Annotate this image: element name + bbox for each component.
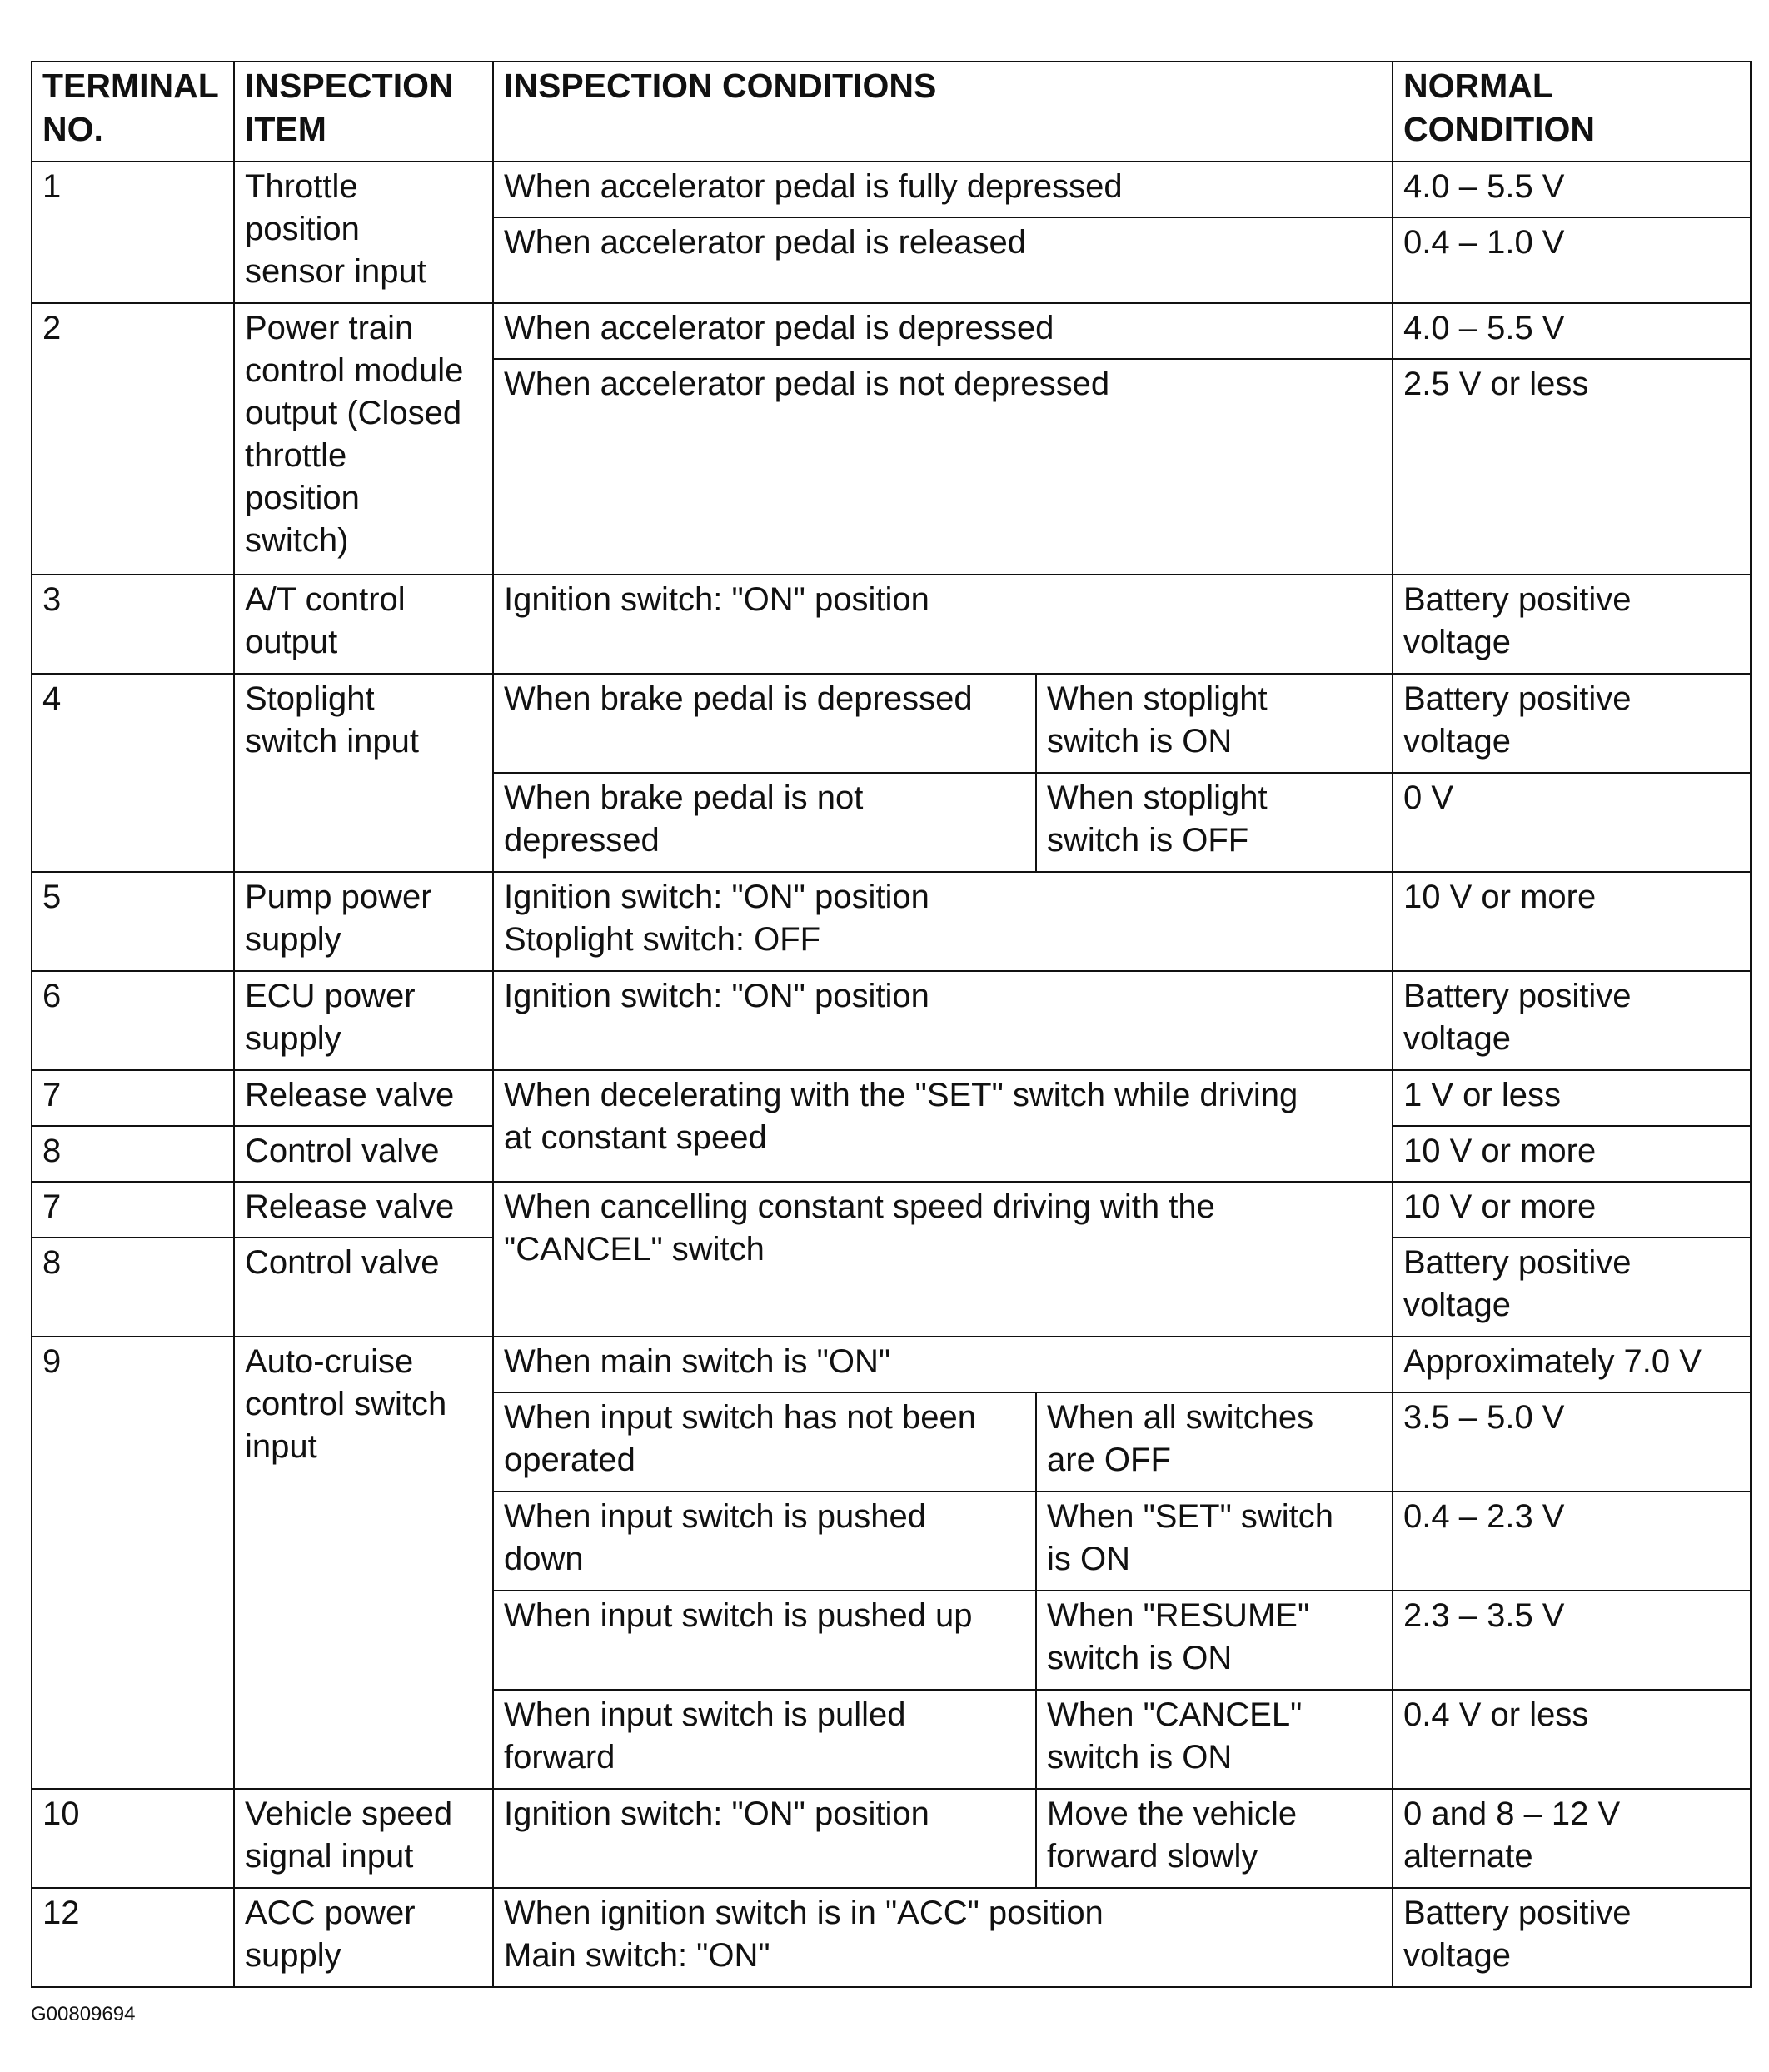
normal-condition-cell: Approximately 7.0 V <box>1393 1337 1751 1392</box>
terminal-no-cell: 9 <box>32 1337 234 1789</box>
normal-condition-cell: Battery positive voltage <box>1393 1888 1751 1987</box>
table-row <box>32 575 1751 674</box>
sub-condition-cell: When all switches are OFF <box>1036 1392 1393 1492</box>
condition-cell: When accelerator pedal is depressed <box>493 303 1393 359</box>
terminal-no-cell: 8 <box>32 1126 234 1182</box>
inspection-item-cell: Power train control module output (Closed throttle position switch) <box>234 303 493 575</box>
condition-cell: Ignition switch: "ON" position <box>493 1789 1036 1888</box>
normal-condition-cell: 10 V or more <box>1393 1126 1751 1182</box>
normal-condition-cell: 0 and 8 – 12 V alternate <box>1393 1789 1751 1888</box>
terminal-no-cell: 3 <box>32 575 234 674</box>
normal-condition-cell: 0 V <box>1393 773 1751 872</box>
inspection-item-cell: Release valve <box>234 1182 493 1238</box>
normal-condition-cell: 2.3 – 3.5 V <box>1393 1591 1751 1690</box>
normal-condition-cell: 1 V or less <box>1393 1070 1751 1126</box>
normal-condition-cell: Battery positive voltage <box>1393 1238 1751 1337</box>
table-row <box>32 303 1751 359</box>
sub-condition-cell: When "CANCEL" switch is ON <box>1036 1690 1393 1789</box>
terminal-no-cell: 2 <box>32 303 234 575</box>
table-row <box>32 1789 1751 1888</box>
condition-cell: When input switch is pushed up <box>493 1591 1036 1690</box>
terminal-no-cell: 8 <box>32 1238 234 1337</box>
sub-condition-cell: When stoplight switch is ON <box>1036 674 1393 773</box>
inspection-item-cell: Control valve <box>234 1126 493 1182</box>
header-terminal-no: TERMINAL NO. <box>32 62 234 162</box>
condition-cell: When main switch is "ON" <box>493 1337 1393 1392</box>
condition-cell: When ignition switch is in "ACC" position Main switch: "ON" <box>493 1888 1393 1987</box>
inspection-item-cell: ACC power supply <box>234 1888 493 1987</box>
inspection-item-cell: Pump power supply <box>234 872 493 971</box>
header-normal-condition: NORMAL CONDITION <box>1393 62 1751 162</box>
terminal-no-cell: 6 <box>32 971 234 1070</box>
header-row <box>32 62 1751 162</box>
inspection-item-cell: Control valve <box>234 1238 493 1337</box>
condition-cell: Ignition switch: "ON" position Stoplight switch: OFF <box>493 872 1393 971</box>
table-row <box>32 162 1751 217</box>
terminal-no-cell: 1 <box>32 162 234 303</box>
table-row <box>32 1888 1751 1987</box>
sub-condition-cell: Move the vehicle forward slowly <box>1036 1789 1393 1888</box>
figure-id-caption: G00809694 <box>31 2003 136 2025</box>
condition-cell: When brake pedal is depressed <box>493 674 1036 773</box>
normal-condition-cell: 0.4 – 1.0 V <box>1393 217 1751 303</box>
normal-condition-cell: Battery positive voltage <box>1393 674 1751 773</box>
terminal-no-cell: 7 <box>32 1070 234 1126</box>
inspection-item-cell: ECU power supply <box>234 971 493 1070</box>
condition-cell: When accelerator pedal is not depressed <box>493 359 1393 575</box>
condition-cell: When decelerating with the "SET" switch while driving at constant speed <box>493 1070 1393 1182</box>
normal-condition-cell: 3.5 – 5.0 V <box>1393 1392 1751 1492</box>
normal-condition-cell: 0.4 V or less <box>1393 1690 1751 1789</box>
terminal-no-cell: 5 <box>32 872 234 971</box>
table-row <box>32 1070 1751 1126</box>
table-row <box>32 1182 1751 1238</box>
condition-cell: When brake pedal is not depressed <box>493 773 1036 872</box>
inspection-item-cell: Throttle position sensor input <box>234 162 493 303</box>
inspection-item-cell: Auto-cruise control switch input <box>234 1337 493 1789</box>
condition-cell: When input switch is pushed down <box>493 1492 1036 1591</box>
inspection-item-cell: Stoplight switch input <box>234 674 493 872</box>
table-row <box>32 1337 1751 1392</box>
header-inspection-conditions: INSPECTION CONDITIONS <box>493 62 1393 162</box>
condition-cell: When cancelling constant speed driving with the "CANCEL" switch <box>493 1182 1393 1337</box>
condition-cell: When input switch is pulled forward <box>493 1690 1036 1789</box>
table-row <box>32 872 1751 971</box>
normal-condition-cell: 2.5 V or less <box>1393 359 1751 575</box>
condition-cell: When accelerator pedal is released <box>493 217 1393 303</box>
normal-condition-cell: 4.0 – 5.5 V <box>1393 162 1751 217</box>
condition-cell: Ignition switch: "ON" position <box>493 971 1393 1070</box>
normal-condition-cell: 0.4 – 2.3 V <box>1393 1492 1751 1591</box>
table-row <box>32 674 1751 773</box>
normal-condition-cell: Battery positive voltage <box>1393 575 1751 674</box>
table-row <box>32 971 1751 1070</box>
sub-condition-cell: When "SET" switch is ON <box>1036 1492 1393 1591</box>
terminal-inspection-table <box>31 61 1752 1988</box>
terminal-no-cell: 4 <box>32 674 234 872</box>
sub-condition-cell: When "RESUME" switch is ON <box>1036 1591 1393 1690</box>
sub-condition-cell: When stoplight switch is OFF <box>1036 773 1393 872</box>
normal-condition-cell: 10 V or more <box>1393 872 1751 971</box>
normal-condition-cell: 10 V or more <box>1393 1182 1751 1238</box>
terminal-no-cell: 7 <box>32 1182 234 1238</box>
inspection-item-cell: A/T control output <box>234 575 493 674</box>
normal-condition-cell: Battery positive voltage <box>1393 971 1751 1070</box>
condition-cell: Ignition switch: "ON" position <box>493 575 1393 674</box>
terminal-no-cell: 12 <box>32 1888 234 1987</box>
normal-condition-cell: 4.0 – 5.5 V <box>1393 303 1751 359</box>
inspection-item-cell: Vehicle speed signal input <box>234 1789 493 1888</box>
header-inspection-item: INSPECTION ITEM <box>234 62 493 162</box>
inspection-item-cell: Release valve <box>234 1070 493 1126</box>
condition-cell: When accelerator pedal is fully depressed <box>493 162 1393 217</box>
terminal-no-cell: 10 <box>32 1789 234 1888</box>
condition-cell: When input switch has not been operated <box>493 1392 1036 1492</box>
